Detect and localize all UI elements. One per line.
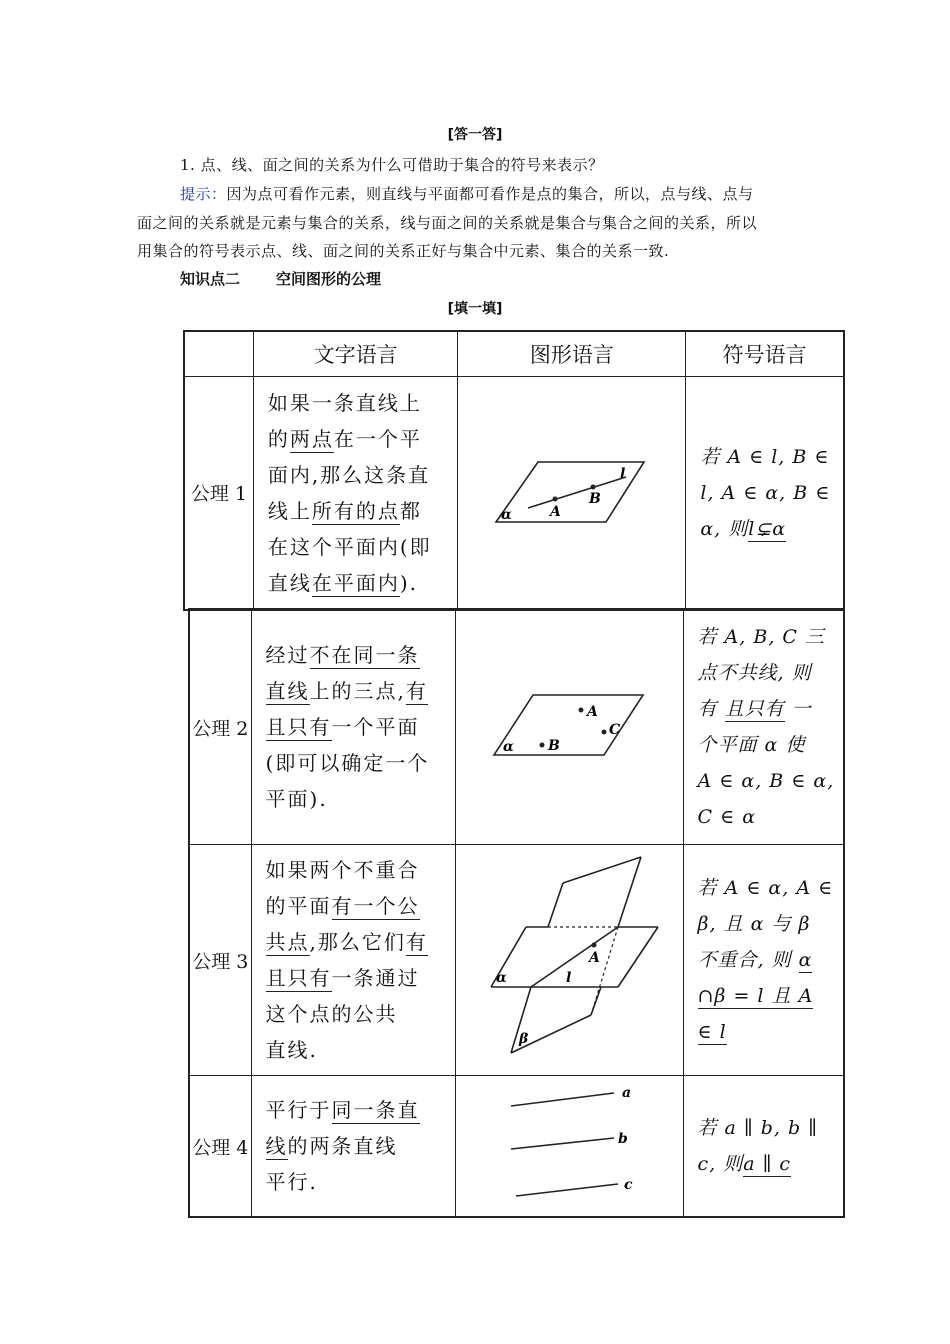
axiom2-text-line: 平面). <box>265 787 328 811</box>
header-figure-language: 图形语言 <box>458 331 686 376</box>
axiom2-text <box>251 609 455 845</box>
axiom3-symbol-line: ∩β = l 且 A <box>697 985 814 1007</box>
axiom4-figure-cell <box>455 1076 683 1218</box>
hint-line-1 <box>180 181 754 207</box>
header-text-language: 文字语言 <box>253 331 458 376</box>
axiom2-symbol-line: 若 A, B, C 三 <box>697 626 825 648</box>
axiom1-label: 公理 1 <box>184 376 253 610</box>
axiom3-figure <box>456 845 683 1071</box>
axiom3-label-a: A <box>588 950 600 966</box>
axiom2-label-b: B <box>547 738 560 754</box>
axiom3-symbol-line: β, 且 α 与 β <box>697 913 811 935</box>
axiom4-symbol <box>683 1076 844 1218</box>
axiom1-symbol-line: 若 A ∈ l, B ∈ <box>700 445 830 468</box>
axiom4-label-c: c <box>623 1177 633 1193</box>
axiom3-label-line: l <box>565 970 571 986</box>
axiom1-text-line: 的两点在一个平 <box>267 426 422 451</box>
axiom2-symbol-line: 有 且只有 一 <box>697 698 812 720</box>
axiom3-text-line: 这个点的公共 <box>265 1002 398 1026</box>
axiom3-symbol-line: 若 A ∈ α, A ∈ <box>697 877 834 899</box>
axiom2-label-c: C <box>608 722 620 738</box>
axiom2-text-line: 经过不在同一条 <box>265 643 420 667</box>
axiom1-text-line: 直线在平面内). <box>267 570 418 595</box>
axiom3-label-beta: β <box>518 1031 528 1047</box>
axiom2-label-a: A <box>586 704 598 720</box>
axiom1-label-b: B <box>589 490 602 507</box>
fill-heading: [填一填] <box>447 301 503 317</box>
axiom1-text-line: 线上所有的点都 <box>267 498 422 523</box>
axiom1-label-line: l <box>620 465 626 482</box>
axiom-table-top <box>183 330 845 611</box>
axiom4-figure <box>456 1076 683 1212</box>
hint-line-3: 用集合的符号表示点、线、面之间的关系正好与集合中元素、集合的关系一致. <box>137 242 670 260</box>
axiom4-text-line: 线的两条直线 <box>265 1134 398 1158</box>
hint-line-2: 面之间的关系就是元素与集合的关系，线与面之间的关系就是集合与集合之间的关系，所以 <box>137 214 758 232</box>
axiom1-figure <box>458 377 685 605</box>
axiom1-text-line: 面内,那么这条直 <box>267 462 431 487</box>
hint-label: 提示： <box>180 185 227 203</box>
axiom3-symbol-line: ∈ l <box>697 1021 727 1043</box>
axiom4-label-b: b <box>617 1131 628 1147</box>
axiom3-symbol-line: 不重合, 则 α <box>697 949 813 971</box>
axiom3-text-line: 的平面有一个公 <box>265 894 420 918</box>
axiom2-label-plane: α <box>502 739 514 755</box>
axiom4-label: 公理 4 <box>189 1076 251 1218</box>
axiom2-symbol-line: A ∈ α, B ∈ α, <box>697 770 835 792</box>
axiom1-label-plane: α <box>501 506 513 523</box>
axiom3-symbol <box>683 845 844 1076</box>
axiom3-label: 公理 3 <box>189 845 251 1076</box>
axiom2-symbol-line: 点不共线, 则 <box>697 662 812 684</box>
axiom4-text-line: 平行. <box>265 1170 318 1194</box>
axiom1-text-line: 如果一条直线上 <box>267 390 422 415</box>
axiom2-figure <box>456 610 683 840</box>
axiom2-text-line: (即可以确定一个 <box>265 751 430 775</box>
axiom2-figure-cell <box>455 609 683 845</box>
axiom2-symbol <box>683 609 844 845</box>
axiom3-figure-cell <box>455 845 683 1076</box>
axiom4-symbol-line: c, 则a ∥ c <box>697 1153 792 1175</box>
axiom4-label-a: a <box>621 1085 631 1101</box>
axiom2-label: 公理 2 <box>189 609 251 845</box>
axiom1-symbol-line: l, A ∈ α, B ∈ <box>700 481 831 504</box>
qa-heading: [答一答] <box>447 127 503 143</box>
knowledge-point-heading <box>180 268 381 289</box>
axiom3-text-line: 且只有一条通过 <box>265 966 420 990</box>
axiom4-symbol-line: 若 a ∥ b, b ∥ <box>697 1117 818 1139</box>
axiom3-text <box>251 845 455 1076</box>
corner-cell <box>184 331 253 376</box>
axiom1-text <box>253 376 458 610</box>
axiom-table-bottom <box>188 608 845 1218</box>
axiom1-figure-cell <box>458 376 686 610</box>
axiom2-text-line: 且只有一个平面 <box>265 715 420 739</box>
axiom3-text-line: 如果两个不重合 <box>265 858 420 882</box>
knowledge-point-title: 空间图形的公理 <box>276 270 382 288</box>
axiom1-label-a: A <box>550 503 562 520</box>
axiom4-text-line: 平行于同一条直 <box>265 1098 420 1122</box>
header-symbol-language: 符号语言 <box>686 331 844 376</box>
axiom3-label-alpha: α <box>495 970 507 986</box>
axiom3-text-line: 直线. <box>265 1038 318 1062</box>
axiom2-symbol-line: 个平面 α 使 <box>697 734 806 756</box>
hint-text-1: 因为点可看作元素，则直线与平面都可看作是点的集合，所以，点与线、点与 <box>226 185 754 203</box>
axiom2-text-line: 直线上的三点,有 <box>265 679 428 703</box>
axiom3-text-line: 共点,那么它们有 <box>265 930 428 954</box>
axiom1-symbol <box>686 376 844 610</box>
axiom2-symbol-line: C ∈ α <box>697 806 757 828</box>
axiom1-text-line: 在这个平面内(即 <box>267 534 432 559</box>
axiom1-symbol-line: α, 则l⊊α <box>700 517 787 540</box>
question-text: 1. 点、线、面之间的关系为什么可借助于集合的符号来表示？ <box>180 156 604 174</box>
knowledge-point-label: 知识点二 <box>180 270 241 288</box>
axiom4-text <box>251 1076 455 1218</box>
